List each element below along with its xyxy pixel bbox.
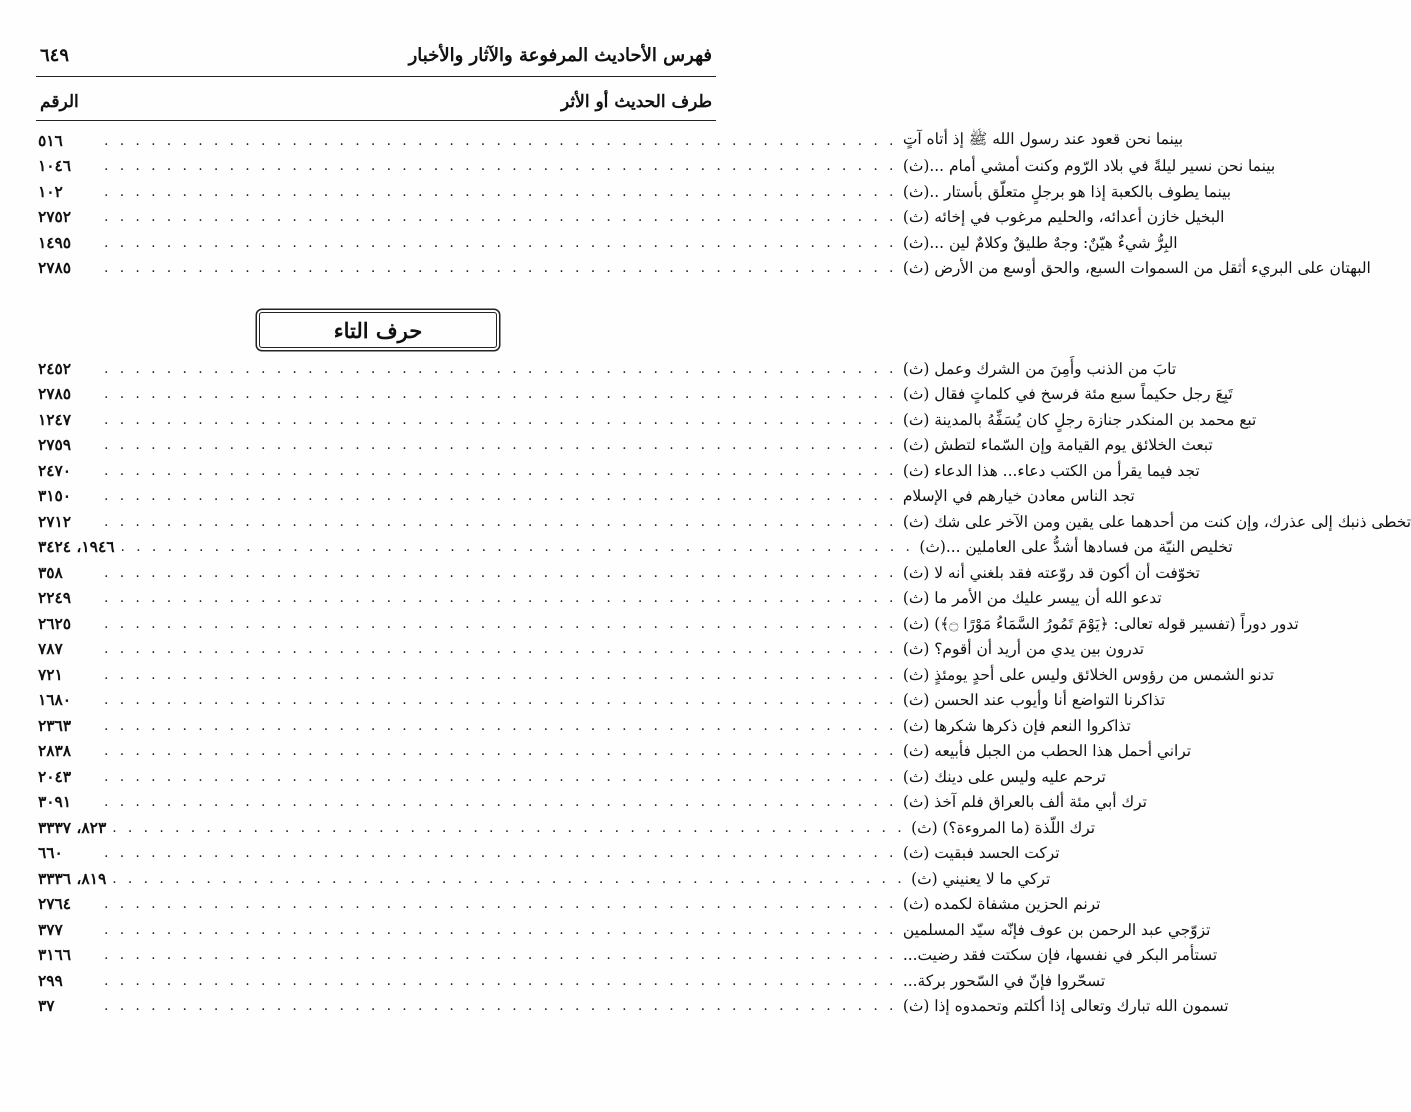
index-entry: [38, 205, 1225, 231]
leader-dots: . . . . . . . . . . . . . . . . . . . . . . . . . . . . . . . . . . . . . . . . . . . . . . . . . . .: [104, 437, 897, 454]
leader-dots: . . . . . . . . . . . . . . . . . . . . . . . . . . . . . . . . . . . . . . . . . . . . . . . . . . .: [112, 870, 906, 887]
entry-text: تجد فيما يقرأ من الكتب دعاء... هذا الدعاء (ث): [902, 461, 1200, 480]
leader-dots: . . . . . . . . . . . . . . . . . . . . . . . . . . . . . . . . . . . . . . . . . . . . . . . . . . .: [104, 972, 897, 989]
header-rule: [36, 76, 716, 77]
leader-dots: . . . . . . . . . . . . . . . . . . . . . . . . . . . . . . . . . . . . . . . . . . . . . . . . . . .: [104, 896, 897, 913]
index-entry: [38, 560, 1200, 586]
leader-dots: . . . . . . . . . . . . . . . . . . . . . . . . . . . . . . . . . . . . . . . . . . . . . . . . . . .: [104, 845, 897, 862]
entry-text: تبعث الخلائق يوم القيامة وإن السّماء لتطش (ث): [902, 436, 1213, 455]
index-entry: [38, 637, 1145, 663]
index-entry: [38, 994, 1229, 1020]
entry-reference-number: ٢٨٣٨: [38, 742, 72, 761]
entry-text: تجد الناس معادن خيارهم في الإسلام: [902, 487, 1135, 506]
leader-dots: . . . . . . . . . . . . . . . . . . . . . . . . . . . . . . . . . . . . . . . . . . . . . . . . . . .: [104, 717, 897, 734]
entry-reference-number: ٨١٩، ٣٣٣٦: [38, 869, 107, 888]
entry-reference-number: ١٢٤٧: [38, 410, 72, 429]
index-entry: [38, 356, 1177, 382]
entry-text: ترحم عليه وليس على دينك (ث): [902, 767, 1106, 786]
section-heading-label: حرف التاء: [333, 317, 423, 343]
index-entry: [38, 968, 1106, 994]
entry-text: تستأمر البكر في نفسها، فإن سكتت فقد رضيت...: [902, 946, 1218, 965]
leader-dots: . . . . . . . . . . . . . . . . . . . . . . . . . . . . . . . . . . . . . . . . . . . . . . . . . . .: [104, 666, 897, 683]
entry-reference-number: ٢٧٨٥: [38, 259, 72, 278]
entry-text: بينما نحن قعود عند رسول الله ﷺ إذ أتاه آتٍ: [902, 130, 1184, 149]
leader-dots: . . . . . . . . . . . . . . . . . . . . . . . . . . . . . . . . . . . . . . . . . . . . . . . . . . .: [104, 158, 897, 175]
entry-text: تابَ من الذنب وأَمِنَ من الشرك وعمل (ث): [902, 359, 1177, 378]
leader-dots: . . . . . . . . . . . . . . . . . . . . . . . . . . . . . . . . . . . . . . . . . . . . . . . . . . .: [104, 513, 897, 530]
entry-text: تدرون بين يدي من أريد أن أقوم؟ (ث): [902, 640, 1145, 659]
entry-reference-number: ٣٠٩١: [38, 793, 72, 812]
index-entry: [38, 230, 1178, 256]
section-heading: [259, 312, 497, 348]
index-entry: [38, 535, 1233, 561]
entry-text: تسمون الله تبارك وتعالى إذا أكلتم وتحمدوه إذا (ث): [902, 997, 1229, 1016]
entry-text: تركي ما لا يعنيني (ث): [911, 869, 1051, 888]
column-header: [40, 88, 712, 116]
index-entry: [38, 458, 1200, 484]
entry-text: تخوّفت أن أكون قد روّعته فقد بلغني أنه لا (ث): [902, 563, 1200, 582]
entry-text: تزوّجي عبد الرحمن بن عوف فإنّه سيّد المسلمين: [902, 920, 1211, 939]
entry-text: تركت الحسد فبقيت (ث): [902, 844, 1060, 863]
leader-dots: . . . . . . . . . . . . . . . . . . . . . . . . . . . . . . . . . . . . . . . . . . . . . . . . . . .: [104, 947, 897, 964]
index-entry: [38, 943, 1218, 969]
index-entry: [38, 256, 1371, 282]
entry-text: تذاكروا النعم فإن ذكرها شكرها (ث): [902, 716, 1131, 735]
entry-text: تَبِعَ رجل حكيماً سبع مئة فرسخ في كلماتٍ فقال (ث): [902, 385, 1233, 404]
entry-reference-number: ٣٧: [38, 997, 55, 1016]
entry-reference-number: ٢٧٦٤: [38, 895, 72, 914]
entry-text: البهتان على البريء أثقل من السموات السبع، والحق أوسع من الأرض (ث): [902, 259, 1371, 278]
entry-reference-number: ١٩٤٦، ٣٤٢٤: [38, 538, 115, 557]
entry-reference-number: ٢٩٩: [38, 971, 63, 990]
leader-dots: . . . . . . . . . . . . . . . . . . . . . . . . . . . . . . . . . . . . . . . . . . . . . . . . . . .: [104, 921, 897, 938]
entry-reference-number: ١٠٢: [38, 182, 63, 201]
entry-reference-number: ٣٧٧: [38, 920, 63, 939]
entry-reference-number: ٣١٦٦: [38, 946, 72, 965]
entry-text: تدعو الله أن ييسر عليك من الأمر ما (ث): [902, 589, 1162, 608]
index-entry: [38, 128, 1184, 154]
entry-reference-number: ٢٣٦٣: [38, 716, 72, 735]
entry-reference-number: ١٦٨٠: [38, 691, 72, 710]
entry-text: تذاكرنا التواضع أنا وأيوب عند الحسن (ث): [902, 691, 1166, 710]
entry-text: تخطى ذنبك إلى عذرك، وإن كنت من أحدهما على يقين ومن الآخر على شك (ث): [902, 512, 1411, 531]
entry-text: تدور دوراً (تفسير قوله تعالى: ﴿يَوْمَ تَمُورُ السَّمَاءُ مَوْرًا ۝﴾) (ث): [902, 614, 1299, 633]
index-entry: [38, 662, 1275, 688]
running-head: [40, 38, 712, 72]
entries-before-list: [38, 128, 1371, 281]
entry-text: تخليص النيّة من فسادها أشدُّ على العاملين ...(ث): [919, 538, 1233, 557]
leader-dots: . . . . . . . . . . . . . . . . . . . . . . . . . . . . . . . . . . . . . . . . . . . . . . . . . . .: [104, 360, 897, 377]
index-entry: [38, 611, 1299, 637]
entry-reference-number: ١٤٩٥: [38, 233, 72, 252]
entry-reference-number: ٢٧٥٢: [38, 208, 72, 227]
leader-dots: . . . . . . . . . . . . . . . . . . . . . . . . . . . . . . . . . . . . . . . . . . . . . . . . . . .: [104, 260, 897, 277]
running-title: فهرس الأحاديث المرفوعة والآثار والأخبار: [408, 44, 712, 66]
entry-text: ترك اللّذة (ما المروءة؟) (ث): [911, 818, 1096, 837]
index-entry: [38, 586, 1162, 612]
leader-dots: . . . . . . . . . . . . . . . . . . . . . . . . . . . . . . . . . . . . . . . . . . . . . . . . . . .: [104, 590, 897, 607]
entry-reference-number: ١٠٤٦: [38, 157, 72, 176]
entry-reference-number: ٢٤٥٢: [38, 359, 72, 378]
entry-text: تراني أحمل هذا الحطب من الجبل فأبيعه (ث): [902, 742, 1192, 761]
index-entry: [38, 764, 1106, 790]
entry-text: بينما يطوف بالكعبة إذا هو برجلٍ متعلّق بأستار ..(ث): [902, 182, 1232, 201]
entry-reference-number: ٥١٦: [38, 131, 63, 150]
leader-dots: . . . . . . . . . . . . . . . . . . . . . . . . . . . . . . . . . . . . . . . . . . . . . . . . . . .: [120, 539, 914, 556]
entry-reference-number: ٨٢٣، ٣٣٣٧: [38, 818, 107, 837]
leader-dots: . . . . . . . . . . . . . . . . . . . . . . . . . . . . . . . . . . . . . . . . . . . . . . . . . . .: [112, 819, 906, 836]
page-number: ٦٤٩: [40, 44, 70, 66]
entry-reference-number: ٢٧١٢: [38, 512, 72, 531]
entry-reference-number: ٢٦٢٥: [38, 614, 72, 633]
index-entry: [38, 713, 1131, 739]
index-entry: [38, 841, 1060, 867]
leader-dots: . . . . . . . . . . . . . . . . . . . . . . . . . . . . . . . . . . . . . . . . . . . . . . . . . . .: [104, 183, 897, 200]
entry-reference-number: ٢٢٤٩: [38, 589, 72, 608]
entries-taa-list: [38, 356, 1411, 1019]
index-entry: [38, 815, 1096, 841]
leader-dots: . . . . . . . . . . . . . . . . . . . . . . . . . . . . . . . . . . . . . . . . . . . . . . . . . . .: [104, 743, 897, 760]
leader-dots: . . . . . . . . . . . . . . . . . . . . . . . . . . . . . . . . . . . . . . . . . . . . . . . . . . .: [104, 794, 897, 811]
entry-text: ترنم الحزين مشفاة لكمده (ث): [902, 895, 1101, 914]
index-entry: [38, 917, 1211, 943]
entry-text: البخيل خازن أعدائه، والحليم مرغوب في إخائه (ث): [902, 208, 1225, 227]
leader-dots: . . . . . . . . . . . . . . . . . . . . . . . . . . . . . . . . . . . . . . . . . . . . . . . . . . .: [104, 768, 897, 785]
entry-column-label: طرف الحديث أو الأثر: [561, 92, 712, 112]
entry-text: تبع محمد بن المنكدر جنازة رجلٍ كان يُسَفِّهُ بالمدينة (ث): [902, 410, 1257, 429]
entry-reference-number: ٢٤٧٠: [38, 461, 72, 480]
index-entry: [38, 484, 1135, 510]
entry-text: تدنو الشمس من رؤوس الخلائق وليس على أحدٍ يومئذٍ (ث): [902, 665, 1275, 684]
entry-text: ترك أبي مئة ألف بالعراق فلم آخذ (ث): [902, 793, 1147, 812]
leader-dots: . . . . . . . . . . . . . . . . . . . . . . . . . . . . . . . . . . . . . . . . . . . . . . . . . . .: [104, 386, 897, 403]
column-header-rule: [36, 120, 716, 121]
index-entry: [38, 739, 1192, 765]
entry-text: بينما نحن نسير ليلةً في بلاد الرّوم وكنت أمشي أمام ...(ث): [902, 157, 1276, 176]
leader-dots: . . . . . . . . . . . . . . . . . . . . . . . . . . . . . . . . . . . . . . . . . . . . . . . . . . .: [104, 641, 897, 658]
leader-dots: . . . . . . . . . . . . . . . . . . . . . . . . . . . . . . . . . . . . . . . . . . . . . . . . . . .: [104, 462, 897, 479]
leader-dots: . . . . . . . . . . . . . . . . . . . . . . . . . . . . . . . . . . . . . . . . . . . . . . . . . . .: [104, 998, 897, 1015]
index-entry: [38, 154, 1276, 180]
section-heading-wrap: [0, 312, 756, 348]
index-entry: [38, 407, 1257, 433]
index-entry: [38, 866, 1051, 892]
entry-reference-number: ٢٧٥٩: [38, 436, 72, 455]
entry-reference-number: ٢٧٨٥: [38, 385, 72, 404]
entry-text: البِرُّ شيءٌ هيّنٌ: وجهٌ طليقٌ وكلامٌ لين ...(ث): [902, 233, 1178, 252]
index-entry: [38, 433, 1213, 459]
index-entry: [38, 892, 1101, 918]
leader-dots: . . . . . . . . . . . . . . . . . . . . . . . . . . . . . . . . . . . . . . . . . . . . . . . . . . .: [104, 209, 897, 226]
leader-dots: . . . . . . . . . . . . . . . . . . . . . . . . . . . . . . . . . . . . . . . . . . . . . . . . . . .: [104, 234, 897, 251]
entry-reference-number: ٧٢١: [38, 665, 63, 684]
leader-dots: . . . . . . . . . . . . . . . . . . . . . . . . . . . . . . . . . . . . . . . . . . . . . . . . . . .: [104, 488, 897, 505]
index-entry: [38, 179, 1232, 205]
leader-dots: . . . . . . . . . . . . . . . . . . . . . . . . . . . . . . . . . . . . . . . . . . . . . . . . . . .: [104, 411, 897, 428]
entry-reference-number: ٦٦٠: [38, 844, 63, 863]
entry-reference-number: ٣١٥٠: [38, 487, 72, 506]
leader-dots: . . . . . . . . . . . . . . . . . . . . . . . . . . . . . . . . . . . . . . . . . . . . . . . . . . .: [104, 564, 897, 581]
number-column-label: الرقم: [40, 92, 79, 112]
index-entry: [38, 790, 1147, 816]
index-entry: [38, 509, 1411, 535]
entry-reference-number: ٧٨٧: [38, 640, 63, 659]
leader-dots: . . . . . . . . . . . . . . . . . . . . . . . . . . . . . . . . . . . . . . . . . . . . . . . . . . .: [104, 615, 897, 632]
entry-text: تسحّروا فإنّ في السّحور بركة...: [902, 971, 1106, 990]
index-entry: [38, 382, 1233, 408]
entry-reference-number: ٣٥٨: [38, 563, 63, 582]
leader-dots: . . . . . . . . . . . . . . . . . . . . . . . . . . . . . . . . . . . . . . . . . . . . . . . . . . .: [104, 132, 897, 149]
entry-reference-number: ٢٠٤٣: [38, 767, 72, 786]
leader-dots: . . . . . . . . . . . . . . . . . . . . . . . . . . . . . . . . . . . . . . . . . . . . . . . . . . .: [104, 692, 897, 709]
index-entry: [38, 688, 1166, 714]
